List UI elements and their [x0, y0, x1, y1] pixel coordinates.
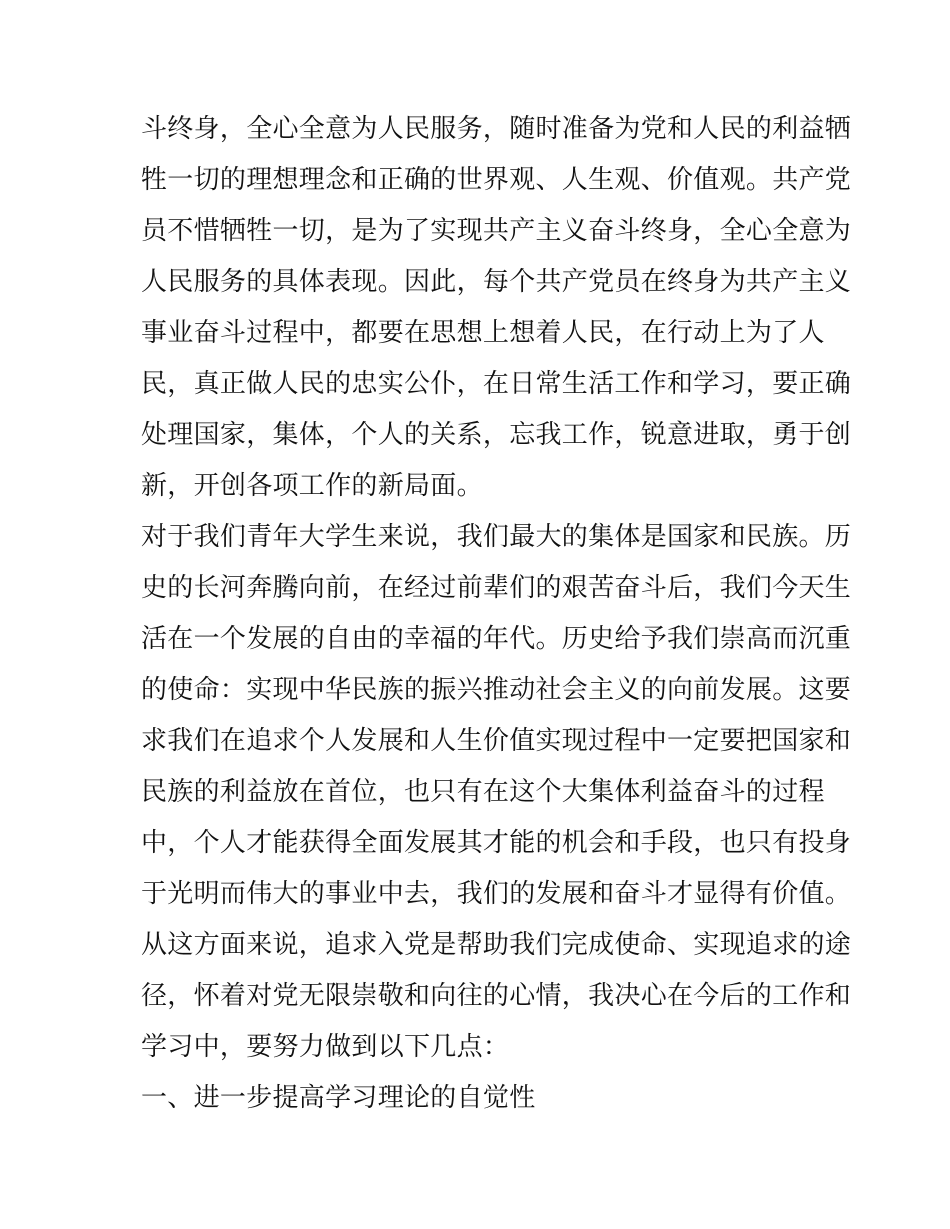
text-line: 新，开创各项工作的新局面。 [141, 471, 483, 501]
text-line: 求我们在追求个人发展和人生价值实现过程中一定要把国家和 [141, 726, 852, 756]
text-line: 民，真正做人民的忠实公仆，在日常生活工作和学习，要正确 [141, 369, 852, 399]
text-line: 学习中，要努力做到以下几点： [141, 1032, 510, 1062]
text-line: 事业奋斗过程中，都要在思想上想着人民，在行动上为了人 [141, 318, 825, 348]
text-line: 员不惜牺牲一切，是为了实现共产主义奋斗终身，全心全意为 [141, 216, 852, 246]
text-line: 处理国家，集体，个人的关系，忘我工作，锐意进取，勇于创 [141, 420, 852, 450]
section-heading: 一、进一步提高学习理论的自觉性 [141, 1083, 536, 1113]
text-line: 牲一切的理想理念和正确的世界观、人生观、价值观。共产党 [141, 165, 852, 195]
text-line: 的使命：实现中华民族的振兴推动社会主义的向前发展。这要 [141, 675, 852, 705]
text-line: 径，怀着对党无限崇敬和向往的心情，我决心在今后的工作和 [141, 981, 852, 1011]
text-line: 从这方面来说，追求入党是帮助我们完成使命、实现追求的途 [141, 930, 852, 960]
text-line: 于光明而伟大的事业中去，我们的发展和奋斗才显得有价值。 [141, 879, 852, 909]
document-body [141, 104, 852, 1124]
text-line: 中，个人才能获得全面发展其才能的机会和手段，也只有投身 [141, 828, 852, 858]
text-line: 史的长河奔腾向前，在经过前辈们的艰苦奋斗后，我们今天生 [141, 573, 852, 603]
text-line: 活在一个发展的自由的幸福的年代。历史给予我们崇高而沉重 [141, 624, 852, 654]
text-line: 人民服务的具体表现。因此，每个共产党员在终身为共产主义 [141, 267, 852, 297]
text-line: 对于我们青年大学生来说，我们最大的集体是国家和民族。历 [141, 522, 852, 552]
text-line: 斗终身，全心全意为人民服务，随时准备为党和人民的利益牺 [141, 114, 852, 144]
text-line: 民族的利益放在首位，也只有在这个大集体利益奋斗的过程 [141, 777, 825, 807]
